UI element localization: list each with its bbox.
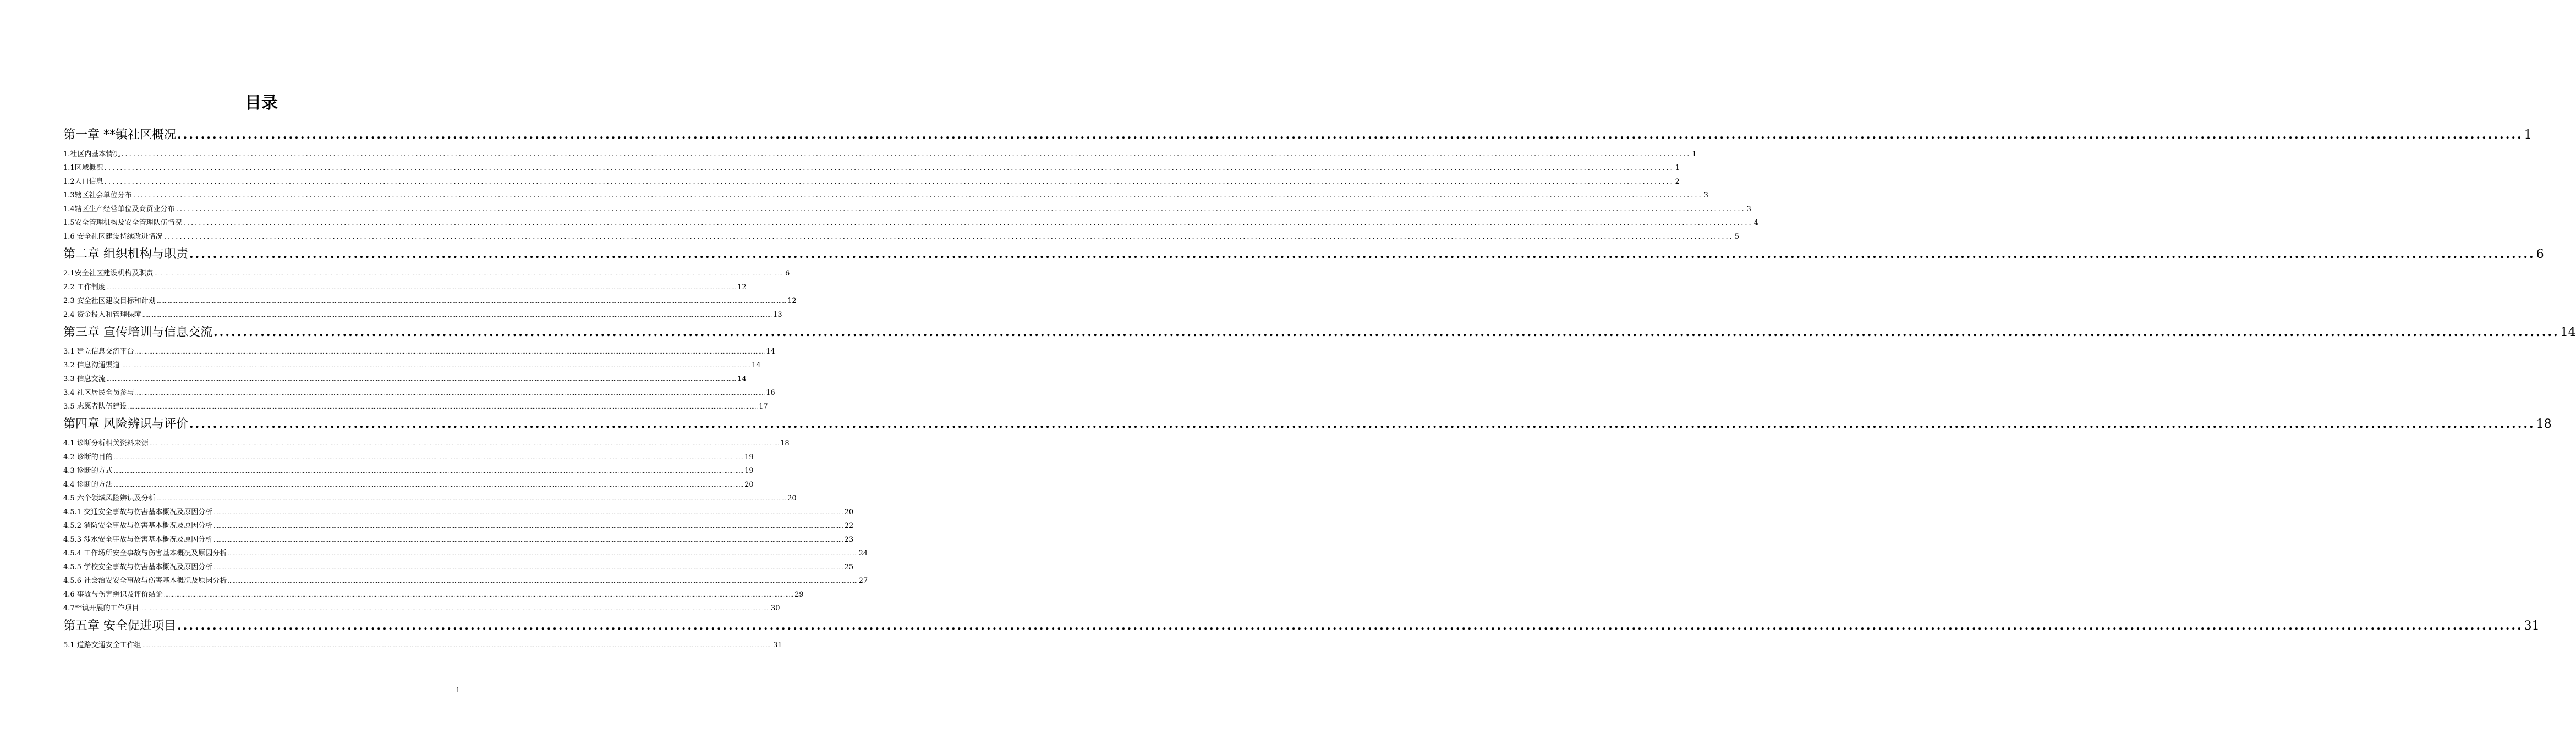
toc-section-entry[interactable] <box>63 464 754 478</box>
toc-entry-title: 4.4 诊断的方法 <box>63 481 113 489</box>
toc-entry-title: 1.3辖区社会单位分布 <box>63 191 132 200</box>
toc-dot-leader: ................................................................................................................................................................................................................................................................................................................................................................................................................ <box>213 510 843 516</box>
toc-dot-leader: ................................................................................................................................................................................................................................................................................................................................................................................................................ <box>135 391 765 396</box>
toc-entry-page: 14 <box>737 375 747 383</box>
toc-entry-title: 4.3 诊断的方式 <box>63 467 113 475</box>
toc-section-entry[interactable] <box>63 216 1758 230</box>
toc-chapter-entry[interactable] <box>63 413 2552 434</box>
toc-section-entry[interactable] <box>63 189 1708 202</box>
toc-section-entry[interactable] <box>63 294 797 308</box>
toc-entry-title: 5.1 道路交通安全工作组 <box>63 641 141 649</box>
toc-section-entry[interactable] <box>63 602 780 615</box>
toc-dot-leader: ................................................................................................................................................................................................................................................................................................................................................................................................................ <box>135 350 765 355</box>
toc-dot-leader: ................................................................................................................................................................................................................................................................................................................................................................................................................ <box>140 606 770 612</box>
toc-dot-leader: ................................................................................................................................................................................................................................................................................................................................................................................................................ <box>228 579 858 584</box>
toc-entry-title: 第五章 安全促进项目 <box>63 619 176 633</box>
toc-entry-title: 1.社区内基本情况 <box>63 150 120 158</box>
toc-dot-leader: ................................................................................................................................................................................................................................................................................................................................................................................................................ <box>113 483 744 488</box>
toc-section-entry[interactable] <box>63 161 1680 175</box>
toc-section-entry[interactable] <box>63 345 775 359</box>
toc-entry-title: 4.5.5 学校安全事故与伤害基本概况及原因分析 <box>63 563 213 571</box>
toc-entry-title: 4.5.2 消防安全事故与伤害基本概况及原因分析 <box>63 522 213 530</box>
toc-chapter-entry[interactable] <box>63 322 2576 343</box>
toc-entry-page: 29 <box>794 591 804 599</box>
toc-section-entry[interactable] <box>63 574 868 588</box>
toc-dot-leader: ................................................................................................................................................................................................................................................................................................................................................................................................................ <box>189 247 2535 261</box>
toc-entry-page: 20 <box>744 481 754 489</box>
toc-entry-title: 4.7**镇开展的工作项目 <box>63 604 139 613</box>
toc-dot-leader: ................................................................................................................................................................................................................................................................................................................................................................................................................ <box>104 178 1674 186</box>
toc-section-entry[interactable] <box>63 437 790 450</box>
toc-entry-page: 14 <box>752 361 761 370</box>
toc-section-entry[interactable] <box>63 202 1751 216</box>
toc-entry-title: 2.4 资金投入和管理保障 <box>63 311 141 319</box>
toc-entry-page: 3 <box>1703 191 1708 200</box>
toc-section-entry[interactable] <box>63 519 854 533</box>
toc-entry-title: 1.6 安全社区建设持续改进情况 <box>63 233 163 241</box>
toc-entry-page: 30 <box>771 604 780 613</box>
toc-section-entry[interactable] <box>63 359 761 372</box>
toc-dot-leader: ................................................................................................................................................................................................................................................................................................................................................................................................................ <box>213 538 843 543</box>
toc-dot-leader: ................................................................................................................................................................................................................................................................................................................................................................................................................ <box>154 272 785 277</box>
toc-section-entry[interactable] <box>63 478 754 492</box>
toc-entry-title: 1.4辖区生产经营单位及商贸业分布 <box>63 205 175 213</box>
toc-entry-page: 24 <box>858 549 868 558</box>
toc-entry-title: 3.1 建立信息交流平台 <box>63 348 134 356</box>
toc-entry-page: 19 <box>744 467 754 475</box>
toc-section-entry[interactable] <box>63 638 782 652</box>
toc-entry-title: 3.4 社区居民全员参与 <box>63 389 134 397</box>
toc-section-entry[interactable] <box>63 560 854 574</box>
toc-entry-page: 1 <box>1675 164 1680 172</box>
toc-dot-leader: ................................................................................................................................................................................................................................................................................................................................................................................................................ <box>113 469 744 475</box>
toc-entry-page: 5 <box>1734 233 1740 241</box>
toc-entry-page: 14 <box>766 348 775 356</box>
toc-entry-title: 4.5.4 工作场所安全事故与伤害基本概况及原因分析 <box>63 549 227 558</box>
toc-entry-page: 20 <box>844 508 854 516</box>
toc-section-entry[interactable] <box>63 372 747 386</box>
toc-entry-title: 3.3 信息交流 <box>63 375 106 383</box>
toc-entry-title: 第四章 风险辨识与评价 <box>63 417 188 431</box>
toc-entry-title: 4.5.1 交通安全事故与伤害基本概况及原因分析 <box>63 508 213 516</box>
toc-entry-title: 4.5.3 涉水安全事故与伤害基本概况及原因分析 <box>63 536 213 544</box>
toc-dot-leader: ................................................................................................................................................................................................................................................................................................................................................................................................................ <box>128 405 758 410</box>
toc-dot-leader: ................................................................................................................................................................................................................................................................................................................................................................................................................ <box>104 164 1674 172</box>
toc-dot-leader: ................................................................................................................................................................................................................................................................................................................................................................................................................ <box>106 377 737 383</box>
toc-chapter-entry[interactable] <box>63 615 2540 636</box>
toc-entry-page: 31 <box>2524 619 2540 633</box>
toc-entry-page: 19 <box>744 453 754 461</box>
toc-dot-leader: ................................................................................................................................................................................................................................................................................................................................................................................................................ <box>120 363 751 369</box>
toc-title: 目录 <box>245 93 278 113</box>
toc-dot-leader: ................................................................................................................................................................................................................................................................................................................................................................................................................ <box>176 205 1746 213</box>
toc-entry-title: 2.1安全社区建设机构及职责 <box>63 269 154 278</box>
toc-dot-leader: ................................................................................................................................................................................................................................................................................................................................................................................................................ <box>189 417 2535 431</box>
toc-entry-page: 2 <box>1675 178 1680 186</box>
toc-entry-title: 第三章 宣传培训与信息交流 <box>63 326 212 339</box>
toc-entry-page: 22 <box>844 522 854 530</box>
toc-entry-title: 2.3 安全社区建设目标和计划 <box>63 297 156 305</box>
toc-entry-title: 1.5安全管理机构及安全管理队伍情况 <box>63 219 182 227</box>
toc-dot-leader: ................................................................................................................................................................................................................................................................................................................................................................................................................ <box>142 643 772 649</box>
toc-section-entry[interactable] <box>63 400 768 413</box>
toc-entry-page: 18 <box>2536 417 2552 431</box>
toc-entry-title: 3.2 信息沟通渠道 <box>63 361 120 370</box>
toc-chapter-entry[interactable] <box>63 244 2544 264</box>
toc-entry-page: 14 <box>2560 326 2576 339</box>
toc-entry-title: 3.5 志愿者队伍建设 <box>63 402 127 411</box>
toc-entry-page: 4 <box>1753 219 1758 227</box>
toc-dot-leader: ................................................................................................................................................................................................................................................................................................................................................................................................................ <box>163 593 794 598</box>
toc-dot-leader: ................................................................................................................................................................................................................................................................................................................................................................................................................ <box>163 233 1734 241</box>
toc-section-entry[interactable] <box>63 147 1697 161</box>
toc-entry-page: 1 <box>2524 128 2532 142</box>
toc-entry-title: 4.5 六个领域风险辨识及分析 <box>63 494 156 503</box>
toc-entry-title: 2.2 工作制度 <box>63 283 106 291</box>
toc-dot-leader: ................................................................................................................................................................................................................................................................................................................................................................................................................ <box>183 219 1753 227</box>
toc-section-entry[interactable] <box>63 588 804 602</box>
toc-section-entry[interactable] <box>63 308 782 322</box>
toc-entry-title: 4.5.6 社会治安安全事故与伤害基本概况及原因分析 <box>63 577 227 585</box>
toc-entry-page: 18 <box>780 439 790 448</box>
toc-dot-leader: ................................................................................................................................................................................................................................................................................................................................................................................................................ <box>113 455 744 461</box>
toc-dot-leader: ................................................................................................................................................................................................................................................................................................................................................................................................................ <box>156 299 787 305</box>
toc-entry-page: 6 <box>2536 247 2544 261</box>
toc-entry-page: 31 <box>773 641 782 649</box>
toc-dot-leader: ................................................................................................................................................................................................................................................................................................................................................................................................................ <box>156 497 787 502</box>
toc-entry-title: 4.6 事故与伤害辨识及评价结论 <box>63 591 163 599</box>
toc-section-entry[interactable] <box>63 505 854 519</box>
toc-entry-title: 第一章 **镇社区概况 <box>63 128 176 142</box>
toc-entry-page: 23 <box>844 536 854 544</box>
toc-dot-leader: ................................................................................................................................................................................................................................................................................................................................................................................................................ <box>213 325 2559 339</box>
toc-dot-leader: ................................................................................................................................................................................................................................................................................................................................................................................................................ <box>177 128 2523 142</box>
toc-entry-page: 17 <box>759 402 768 411</box>
table-of-contents <box>63 124 2576 652</box>
toc-entry-title: 1.2人口信息 <box>63 178 103 186</box>
toc-dot-leader: ................................................................................................................................................................................................................................................................................................................................................................................................................ <box>177 619 2523 633</box>
toc-section-entry[interactable] <box>63 547 868 560</box>
toc-entry-page: 27 <box>858 577 868 585</box>
toc-dot-leader: ................................................................................................................................................................................................................................................................................................................................................................................................................ <box>213 524 843 530</box>
toc-entry-page: 13 <box>773 311 782 319</box>
toc-entry-title: 4.1 诊断分析相关资料来源 <box>63 439 149 448</box>
toc-section-entry[interactable] <box>63 450 754 464</box>
toc-dot-leader: ................................................................................................................................................................................................................................................................................................................................................................................................................ <box>149 442 780 447</box>
toc-dot-leader: ................................................................................................................................................................................................................................................................................................................................................................................................................ <box>106 285 737 291</box>
toc-dot-leader: ................................................................................................................................................................................................................................................................................................................................................................................................................ <box>213 565 843 571</box>
toc-chapter-entry[interactable] <box>63 124 2532 145</box>
toc-entry-title: 4.2 诊断的目的 <box>63 453 113 461</box>
toc-section-entry[interactable] <box>63 386 775 400</box>
toc-entry-page: 12 <box>737 283 747 291</box>
toc-dot-leader: ................................................................................................................................................................................................................................................................................................................................................................................................................ <box>142 313 772 318</box>
toc-entry-page: 16 <box>766 389 775 397</box>
toc-section-entry[interactable] <box>63 492 797 505</box>
toc-entry-page: 12 <box>787 297 797 305</box>
page-number: 1 <box>456 686 460 694</box>
toc-section-entry[interactable] <box>63 175 1680 189</box>
toc-entry-page: 1 <box>1692 150 1697 158</box>
toc-dot-leader: ................................................................................................................................................................................................................................................................................................................................................................................................................ <box>133 191 1703 200</box>
toc-entry-page: 20 <box>787 494 797 503</box>
toc-section-entry[interactable] <box>63 280 747 294</box>
toc-entry-page: 25 <box>844 563 854 571</box>
toc-dot-leader: ................................................................................................................................................................................................................................................................................................................................................................................................................ <box>228 552 858 557</box>
toc-section-entry[interactable] <box>63 267 790 280</box>
toc-dot-leader: ................................................................................................................................................................................................................................................................................................................................................................................................................ <box>121 150 1691 158</box>
toc-entry-page: 3 <box>1746 205 1751 213</box>
toc-entry-page: 6 <box>785 269 790 278</box>
toc-section-entry[interactable] <box>63 533 854 547</box>
toc-section-entry[interactable] <box>63 230 1740 244</box>
toc-entry-title: 1.1区域概况 <box>63 164 103 172</box>
toc-entry-title: 第二章 组织机构与职责 <box>63 247 188 261</box>
